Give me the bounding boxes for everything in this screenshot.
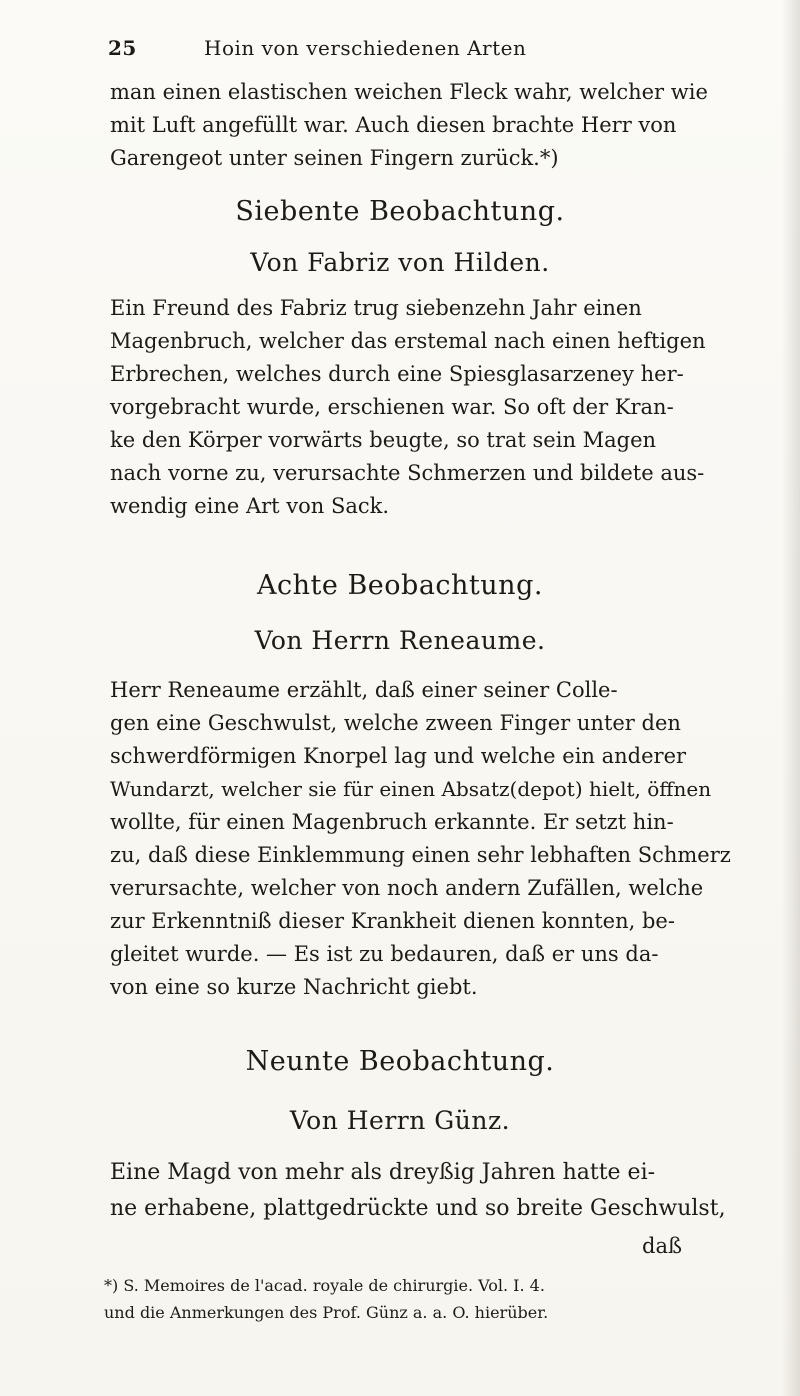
text-line: nach vorne zu, verursachte Schmerzen und bildete aus- <box>110 461 705 485</box>
section-author-ninth: Von Herrn Günz. <box>289 1106 511 1135</box>
text-line: Herr Reneaume erzählt, daß einer seiner Colle- <box>110 678 618 702</box>
catchword: daß <box>642 1234 682 1258</box>
text-line: Erbrechen, welches durch eine Spiesglasarzeney her- <box>110 362 684 386</box>
text-line: schwerdförmigen Knorpel lag und welche ein anderer <box>110 744 687 768</box>
text-line: gleitet wurde. — Es ist zu bedauren, daß er uns da- <box>110 942 659 966</box>
section-author-eighth: Von Herrn Reneaume. <box>254 626 546 655</box>
text-line: zur Erkenntniß dieser Krankheit dienen konnten, be- <box>110 909 675 933</box>
text-line: mit Luft angefüllt war. Auch diesen brachte Herr von <box>110 113 677 137</box>
text-line: Ein Freund des Fabriz trug siebenzehn Jahr einen <box>110 296 642 320</box>
footnote-line: *) S. Memoires de l'acad. royale de chirurgie. Vol. I. 4. <box>104 1276 545 1295</box>
text-line: ke den Körper vorwärts beugte, so trat sein Magen <box>110 428 657 452</box>
section-heading-eighth: Achte Beobachtung. <box>257 570 543 601</box>
text-line: man einen elastischen weichen Fleck wahr, welcher wie <box>110 80 708 104</box>
text-line: wendig eine Art von Sack. <box>110 494 390 518</box>
section-author-seventh: Von Fabriz von Hilden. <box>250 248 550 277</box>
text-line: von eine so kurze Nachricht giebt. <box>110 975 478 999</box>
text-line: Magenbruch, welcher das erstemal nach einen heftigen <box>110 329 706 353</box>
text-line: ne erhabene, plattgedrückte und so breite Geschwulst, <box>110 1196 726 1221</box>
text-line: Wundarzt, welcher sie für einen Absatz(depot) hielt, öffnen <box>110 777 712 801</box>
running-header <box>108 36 678 64</box>
footnote-line: und die Anmerkungen des Prof. Günz a. a. O. hierüber. <box>104 1303 549 1322</box>
text-line: Eine Magd von mehr als dreyßig Jahren hatte ei- <box>110 1160 656 1185</box>
section-heading-ninth: Neunte Beobachtung. <box>245 1046 555 1077</box>
text-line: verursachte, welcher von noch andern Zufällen, welche <box>110 876 704 900</box>
page-number: 25 <box>108 36 137 60</box>
text-line: wollte, für einen Magenbruch erkannte. Er setzt hin- <box>110 810 674 834</box>
text-line: zu, daß diese Einklemmung einen sehr lebhaften Schmerz <box>110 843 731 867</box>
running-title: Hoin von verschiedenen Arten <box>204 36 527 60</box>
text-line: Garengeot unter seinen Fingern zurück.*) <box>110 146 559 170</box>
text-line: gen eine Geschwulst, welche zween Finger unter den <box>110 711 681 735</box>
section-heading-seventh: Siebente Beobachtung. <box>235 196 565 227</box>
text-line: vorgebracht wurde, erschienen war. So oft der Kran- <box>110 395 674 419</box>
